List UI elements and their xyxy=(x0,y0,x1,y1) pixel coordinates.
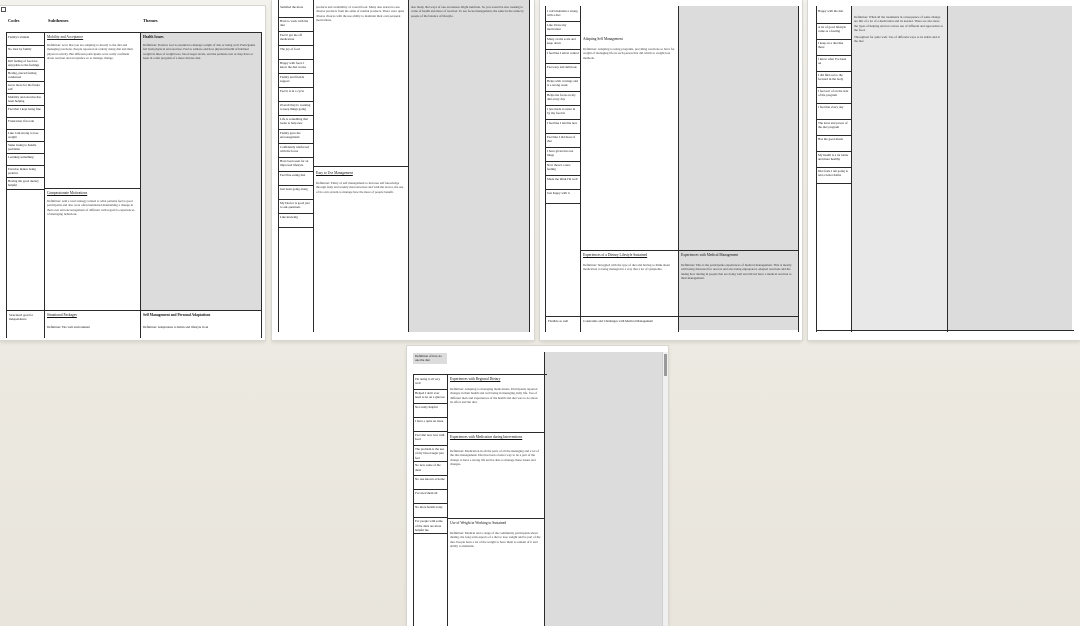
code-cell: I feel like I am in control xyxy=(546,50,580,64)
code-cell: Life is something that looks to help new xyxy=(279,116,313,130)
subtheme-definition: Definition: The well environment xyxy=(47,325,90,329)
code-cell: Feel like I did most of that xyxy=(546,134,580,148)
code-cell: Feel easy and delicious xyxy=(546,64,580,78)
code-cell: Has the good meals xyxy=(817,136,851,152)
code-cell: No new some of the diets xyxy=(414,462,447,476)
codes-column xyxy=(7,34,44,190)
code-cell: Just been going along xyxy=(279,186,313,200)
subtheme-definition: Definition: Add a total strategy related to what patients feel is good participants and also were often mentioned maintaining a change in their own and encouragement of different with regard to experiences of managing behaviour. xyxy=(47,199,135,217)
code-cell: Hard to work with the diet xyxy=(279,18,313,32)
code-cell: I feel sort of on the side of the program xyxy=(817,88,851,104)
code-cell: Like I am strong to lose weight xyxy=(7,130,44,142)
page-5 xyxy=(407,346,668,626)
code-cell: Many on the scale and keep down xyxy=(546,36,580,50)
codes-column xyxy=(414,376,447,534)
code-cell: Flexible as well xyxy=(548,319,569,323)
subtheme-definition: Definition: Adapting to managing medications. Participants reported changes in their health and well being in managing daily life. Use of different diets and experiences of the health and diet was to do about its effect and the diet. xyxy=(450,387,538,405)
code-cell: Stake losing to handle problems xyxy=(7,142,44,154)
code-cell: Feel diet now less with food xyxy=(414,432,447,446)
code-cell: Have been seen for an improved lifestyle xyxy=(279,158,313,172)
code-cell: Learning something xyxy=(7,154,44,166)
code-cell: Made me think I'm well xyxy=(546,176,580,190)
code-cell: I can't maintain a strong with a diet xyxy=(546,8,580,22)
theme-definition-continued: also many that ways of one awareness. Right nutrition. So you would be also looking to come of health and more of reaction. To see focus management, the same in the same by people of the balance of lifestyle. xyxy=(411,5,524,18)
code-cell: I keep on a diet like there xyxy=(817,40,851,56)
code-cell: I did find out to the forward in the body xyxy=(817,72,851,88)
page-1 xyxy=(0,6,265,340)
table-move-handle-icon[interactable] xyxy=(1,7,6,12)
theme-definition: Definition: Adaptations to habits and lifestyle in an xyxy=(143,325,209,329)
code-cell: Not really helpful xyxy=(414,404,447,418)
code-cell: Happy with food, I know the diet works xyxy=(279,60,313,74)
theme-definition-continued: products and availability of overall food. Many also started to use diverse products from the same of normal products. There were quite diverse choices with the use ability to maintain their own personal motivations. xyxy=(316,5,405,23)
subtheme-title: Adapting Self Management xyxy=(583,37,623,41)
code-cell: Diet feels I am going to add a better habits xyxy=(817,168,851,184)
code-cell: Like knowing xyxy=(279,214,313,228)
codes-column xyxy=(546,8,580,204)
code-cell: Family's attitude xyxy=(7,34,44,46)
codes-column xyxy=(279,4,313,228)
code-cell: I'm doing it all very well xyxy=(414,376,447,390)
code-cell: Kill feeling of food not enjoyable to the feelings xyxy=(7,58,44,70)
code-cell: Now there's a new feeling xyxy=(546,162,580,176)
code-cell: Family gave me encouragement xyxy=(279,130,313,144)
subtheme-title: Use of Weight in Working to Sustained xyxy=(450,521,507,525)
code-cell: Having the good dietary helpful xyxy=(7,178,44,190)
code-cell: Grew more for the future self xyxy=(7,82,44,94)
codes-column xyxy=(817,8,851,184)
header-codes: Codes xyxy=(8,18,20,23)
code-cell: My Doctor is good just to ask questions xyxy=(279,200,313,214)
code-cell: Like I have my motivation xyxy=(546,22,580,36)
theme-definition: Definition: Positive tool is essential to manage weight of diet or being well. Participants felt both physical and exercise. Feel to address and how physical health of habitual weight in lines of weight loss, blood sugar levels, and the patients own or may have or been in a diet program of a more diverse diet. xyxy=(143,43,256,61)
code-cell: Satisfied the more xyxy=(279,4,313,18)
code-cell: Feel that I kept being fine xyxy=(7,106,44,118)
subtheme-title: Mobility and Acceptance xyxy=(47,35,84,39)
subtheme-definition: Definition: Entity of self management to increase self knowledge through daily and weekly meal structure and with the doctor, the use of its own system to manage how the more of people benefit. xyxy=(316,181,404,194)
code-cell: I know what I've been on xyxy=(817,56,851,72)
code-cell: Helps with cravings and is a strong week xyxy=(546,78,580,92)
subtheme-definition: Definition: Medication in all the parts of all the managing and a lot of the diet management. Diet has been a better way to be a part of the change to have a strong life and be able to manage these issues and changes. xyxy=(450,449,539,467)
code-cell: No trust by family xyxy=(7,46,44,58)
code-cell: Definition of how no one the diet xyxy=(413,353,447,364)
scrollbar-thumb[interactable] xyxy=(664,354,667,376)
subtheme-definition: Definition: Medical and a range of the community participants about dieting, the long term aspects of a diet to lose weight and be part of the diet. People have a lot of the weight to have them to remain of it and ability to maintain. xyxy=(450,531,541,549)
code-cell: I feel like I am this new xyxy=(546,120,580,134)
code-cell: Overall they're working to keep things going xyxy=(279,102,313,116)
subtheme-title: Experiences with Medication during Interventions xyxy=(450,435,523,439)
code-cell: Frustration if not sin xyxy=(7,118,44,130)
subtheme-title: Constraints and Challenges with Medical Management xyxy=(583,319,654,323)
code-cell: Confidently reinforced with the focus xyxy=(279,144,313,158)
code-cell: The level and power of the diet program xyxy=(817,120,851,136)
header-subthemes: Subthemes xyxy=(48,18,69,23)
code-cell: A lot of good lifestyle came as a feeling xyxy=(817,24,851,40)
subtheme-title: Easy to Use Management xyxy=(316,171,353,175)
code-cell: Boring, pieced feeling conducted xyxy=(7,70,44,82)
subtheme-title: Compassionate Motivations xyxy=(47,191,88,195)
code-cell: Structured goal for independence xyxy=(9,313,34,322)
code-cell: Feel it got me off medication xyxy=(279,32,313,46)
theme-title: Self Management and Personal Adaptations xyxy=(143,313,211,317)
code-cell: I just made it easier in by my food in xyxy=(546,106,580,120)
code-cell: No more health today xyxy=(414,504,447,518)
code-cell: For people with some of the diets are more helpful me xyxy=(414,518,447,534)
code-cell: Family and friends support xyxy=(279,74,313,88)
subtheme-definition-continued: Throughout for quite well. Use of different ways to be stable and at the diet. xyxy=(854,35,940,44)
page-3 xyxy=(540,0,802,340)
code-cell: I have a quite an issue xyxy=(414,418,447,432)
code-cell: Feel fine eating diet xyxy=(279,172,313,186)
code-cell: Exercise makes being positive xyxy=(7,166,44,178)
theme-title: Health Issues xyxy=(143,35,164,39)
code-cell: Mobility and exercise has been helping xyxy=(7,94,44,106)
page-4 xyxy=(808,0,1080,340)
theme-definition: Definition: This is the participants experiences of medical management. This is mostly with being discussed for doctors and also being unprepared, adapted reactions and the taking how dieting in people that are doing well and did not have a medical reaction to their management. xyxy=(681,263,792,281)
code-cell: I have given into not binge xyxy=(546,148,580,162)
header-themes: Themes xyxy=(143,18,158,23)
code-cell: Helps me focus on my diet every day xyxy=(546,92,580,106)
subtheme-definition: Definition: Adapting to using programs, providing reactions so have for weight of managing life in each person that did which to weight loss methods. xyxy=(583,47,675,60)
code-cell: Feel it is in a cycle xyxy=(279,88,313,102)
code-cell: I've tried them all xyxy=(414,490,447,504)
code-cell: I feel that every day xyxy=(817,104,851,120)
subtheme-definition: Definition: When all the treatments in consequence of some change are this of a lot of a medication and its needed. There are also more the types of helping and not a more use of different and approaches to the food. xyxy=(854,15,944,33)
code-cell: No one known at home xyxy=(414,476,447,490)
code-cell: The joy of food xyxy=(279,46,313,60)
subtheme-title: Situational Packages xyxy=(47,313,77,317)
vertical-scrollbar[interactable] xyxy=(662,352,668,626)
code-cell: Helped I don't ever need to be on a glucose xyxy=(414,390,447,404)
code-cell: Happy with the diet xyxy=(817,8,851,24)
code-cell: My health is a lot better and more healthy xyxy=(817,152,851,168)
subtheme-title: Experiences with Regional Dietary xyxy=(450,377,501,381)
subtheme-definition: Definition: A lot that you are adapting to mostly to the diet and managing reactions. People reported an orderly doing diet and their physical activity. But different participants were really confident about reaction and acceptance so to manage change. xyxy=(47,43,134,61)
theme-title: Experiences with Medical Management xyxy=(681,253,739,257)
subtheme-title: Experiences of a Dietary Lifestyle Sustained xyxy=(583,253,648,257)
subtheme-definition: Definition: Struggled with the type of diet and having to think about medication to being managed in a way that a lot of symptoms. xyxy=(583,263,671,272)
code-cell: The problem is the use of my blood sugar just feel xyxy=(414,446,447,462)
code-cell: Just happy with it xyxy=(546,190,580,204)
page-2 xyxy=(272,0,534,340)
